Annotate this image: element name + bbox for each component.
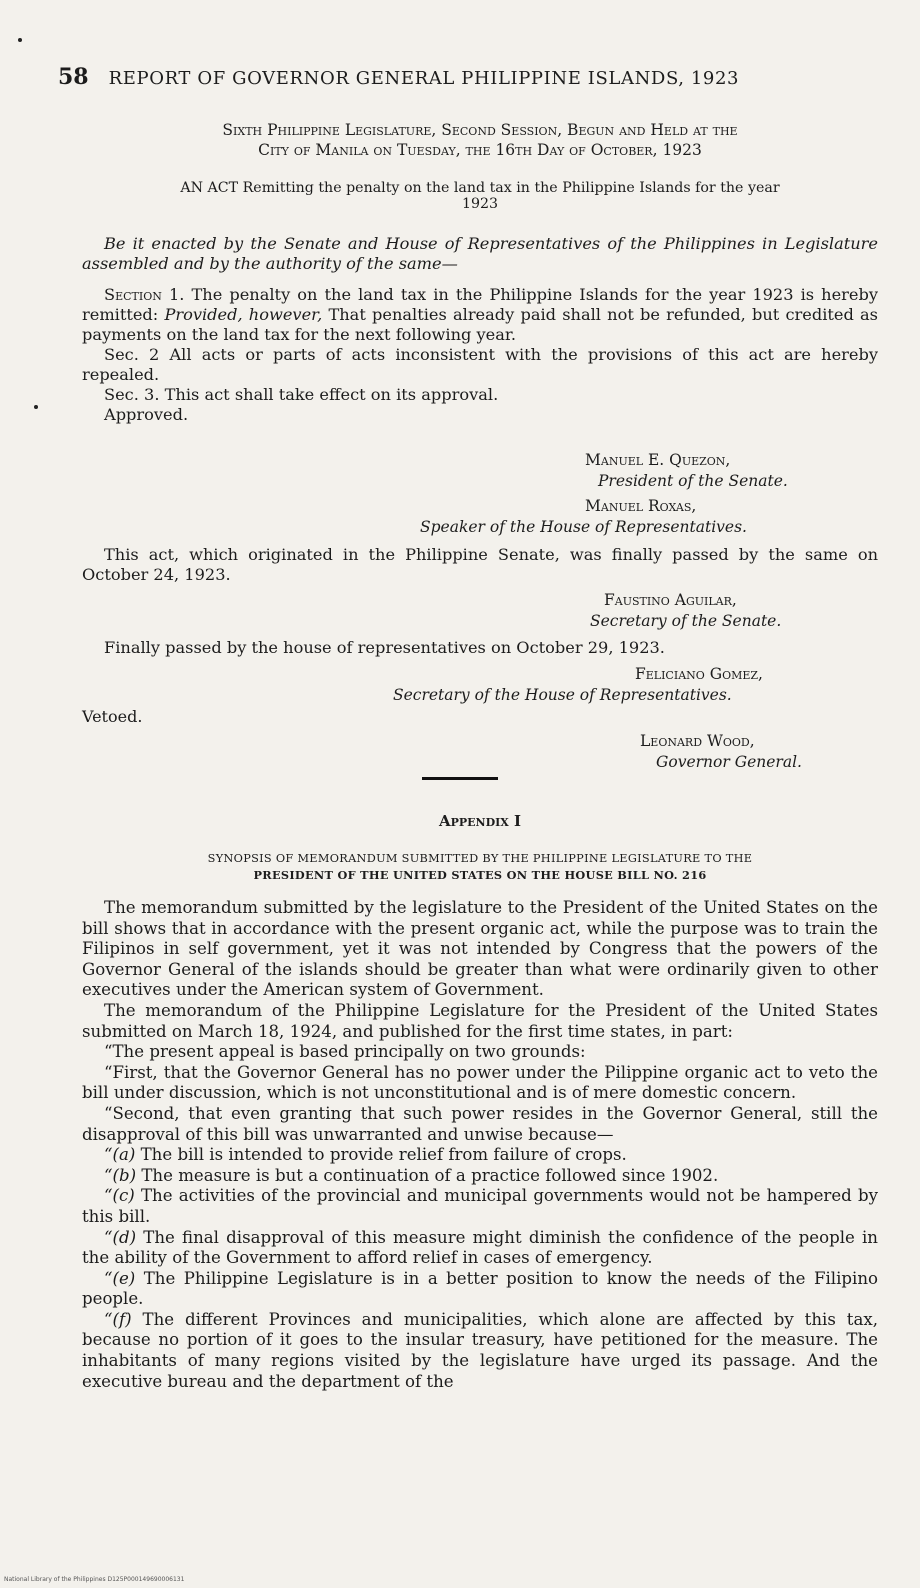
signatory-title: Secretary of the House of Representatives. [393,686,732,704]
session-heading-line: Sixth Philippine Legislature, Second Session, Begun and Held at the [222,121,738,139]
signatory-title: Governor General. [656,753,802,771]
appendix-paragraph: “First, that the Governor General has no power under the Pilippine organic act to veto the bill under discussion, which is not unconstitutional and is of mere domestic concern. [82,1062,878,1103]
approved-line: Approved. [104,405,189,424]
senate-passage: This act, which originated in the Philippine Senate, was finally passed by the same on October 24, 1923. [82,545,878,584]
page-header [58,64,878,90]
appendix-body [82,898,878,1392]
act-title-line: 1923 [461,196,499,212]
appendix-item-c: “(c) The activities of the provincial and municipal governments would not be hampered by this bill. [82,1186,879,1226]
signatory-title: Secretary of the Senate. [590,612,782,630]
page-number: 58 [58,64,89,90]
session-heading-line: City of Manila on Tuesday, the 16th Day of October, 1923 [258,141,702,159]
appendix-item-b: “(b) The measure is but a continuation of a practice followed since 1902. [104,1165,719,1185]
appendix-item-d: “(d) The final disapproval of this measure might diminish the confidence of the people in the ability of the Government to afford relief in cases of emergency. [82,1227,878,1268]
signatory-name: Feliciano Gomez, [635,665,763,683]
appendix-title: Appendix I [438,812,522,830]
signatory-title: President of the Senate. [598,472,788,490]
appendix-paragraph: The memorandum submitted by the legislature to the President of the United States on the bill shows that in accordance with the present organic act, while the purpose was to train the Filipinos in self government, yet it was not intended by Congress that the powers of the Governor General of the islands should be greater than what were ordinarily given to other executives under the American system of Government. [82,898,878,1000]
signatory-title: Speaker of the House of Representatives. [420,518,747,536]
enacting-clause: Be it enacted by the Senate and House of Representatives of the Philippines in Legislature assembled and by the authority of the same— [82,234,878,273]
section-3: Sec. 3. This act shall take effect on its approval. [104,385,499,404]
signatory-name: Manuel E. Quezon, [585,451,731,469]
act-title [82,180,878,212]
synopsis-heading-line: PRESIDENT OF THE UNITED STATES ON THE HOUSE BILL NO. 216 [253,868,707,882]
appendix-item-a: “(a) The bill is intended to provide relief from failure of crops. [104,1145,627,1165]
appendix-item-f: “(f) The different Provinces and municipalities, which alone are affected by this tax, because no portion of it goes to the insular treasury, have petitioned for the measure. The inhabitants of many regions visited by the legislature have urged its passage. And the executive bureau and the department of the [82,1309,878,1391]
vetoed-label: Vetoed. [82,707,143,726]
act-sections [82,285,878,425]
signatory-name: Manuel Roxas, [585,497,697,515]
appendix-paragraph: “Second, that even granting that such power resides in the Governor General, still the disapproval of this bill was unwarranted and unwise because— [82,1103,878,1144]
house-passage: Finally passed by the house of representatives on October 29, 1923. [104,638,665,657]
signatory-name: Faustino Aguilar, [604,591,737,609]
session-heading [82,120,878,160]
synopsis-heading-line: SYNOPSIS OF MEMORANDUM SUBMITTED BY THE PHILIPPINE LEGISLATURE TO THE [207,852,753,865]
signatory-name: Leonard Wood, [640,732,755,750]
appendix-paragraph: “The present appeal is based principally on two grounds: [104,1042,586,1062]
act-title-line: AN ACT Remitting the penalty on the land tax in the Philippine Islands for the year [180,180,780,196]
running-title: REPORT OF GOVERNOR GENERAL PHILIPPINE ISLANDS, 1923 [108,68,740,89]
section-1: Section 1. The penalty on the land tax in the Philippine Islands for the year 1923 is hereby remitted: Provided, however, That penalties already paid shall not be refunded, but credited as payments on the land tax for the next following year. [82,285,879,344]
synopsis-heading [82,850,878,884]
appendix-item-e: “(e) The Philippine Legislature is in a better position to know the needs of the Filipino people. [82,1268,879,1309]
section-2: Sec. 2 All acts or parts of acts inconsistent with the provisions of this act are hereby repealed. [82,345,878,384]
archive-footer: National Library of the Philippines D125P000149690006131 [4,1576,185,1583]
margin-mark [34,405,38,409]
margin-mark [18,38,22,42]
section-divider [422,777,498,780]
appendix-paragraph: The memorandum of the Philippine Legislature for the President of the United States submitted on March 18, 1924, and published for the first time states, in part: [82,1000,878,1041]
